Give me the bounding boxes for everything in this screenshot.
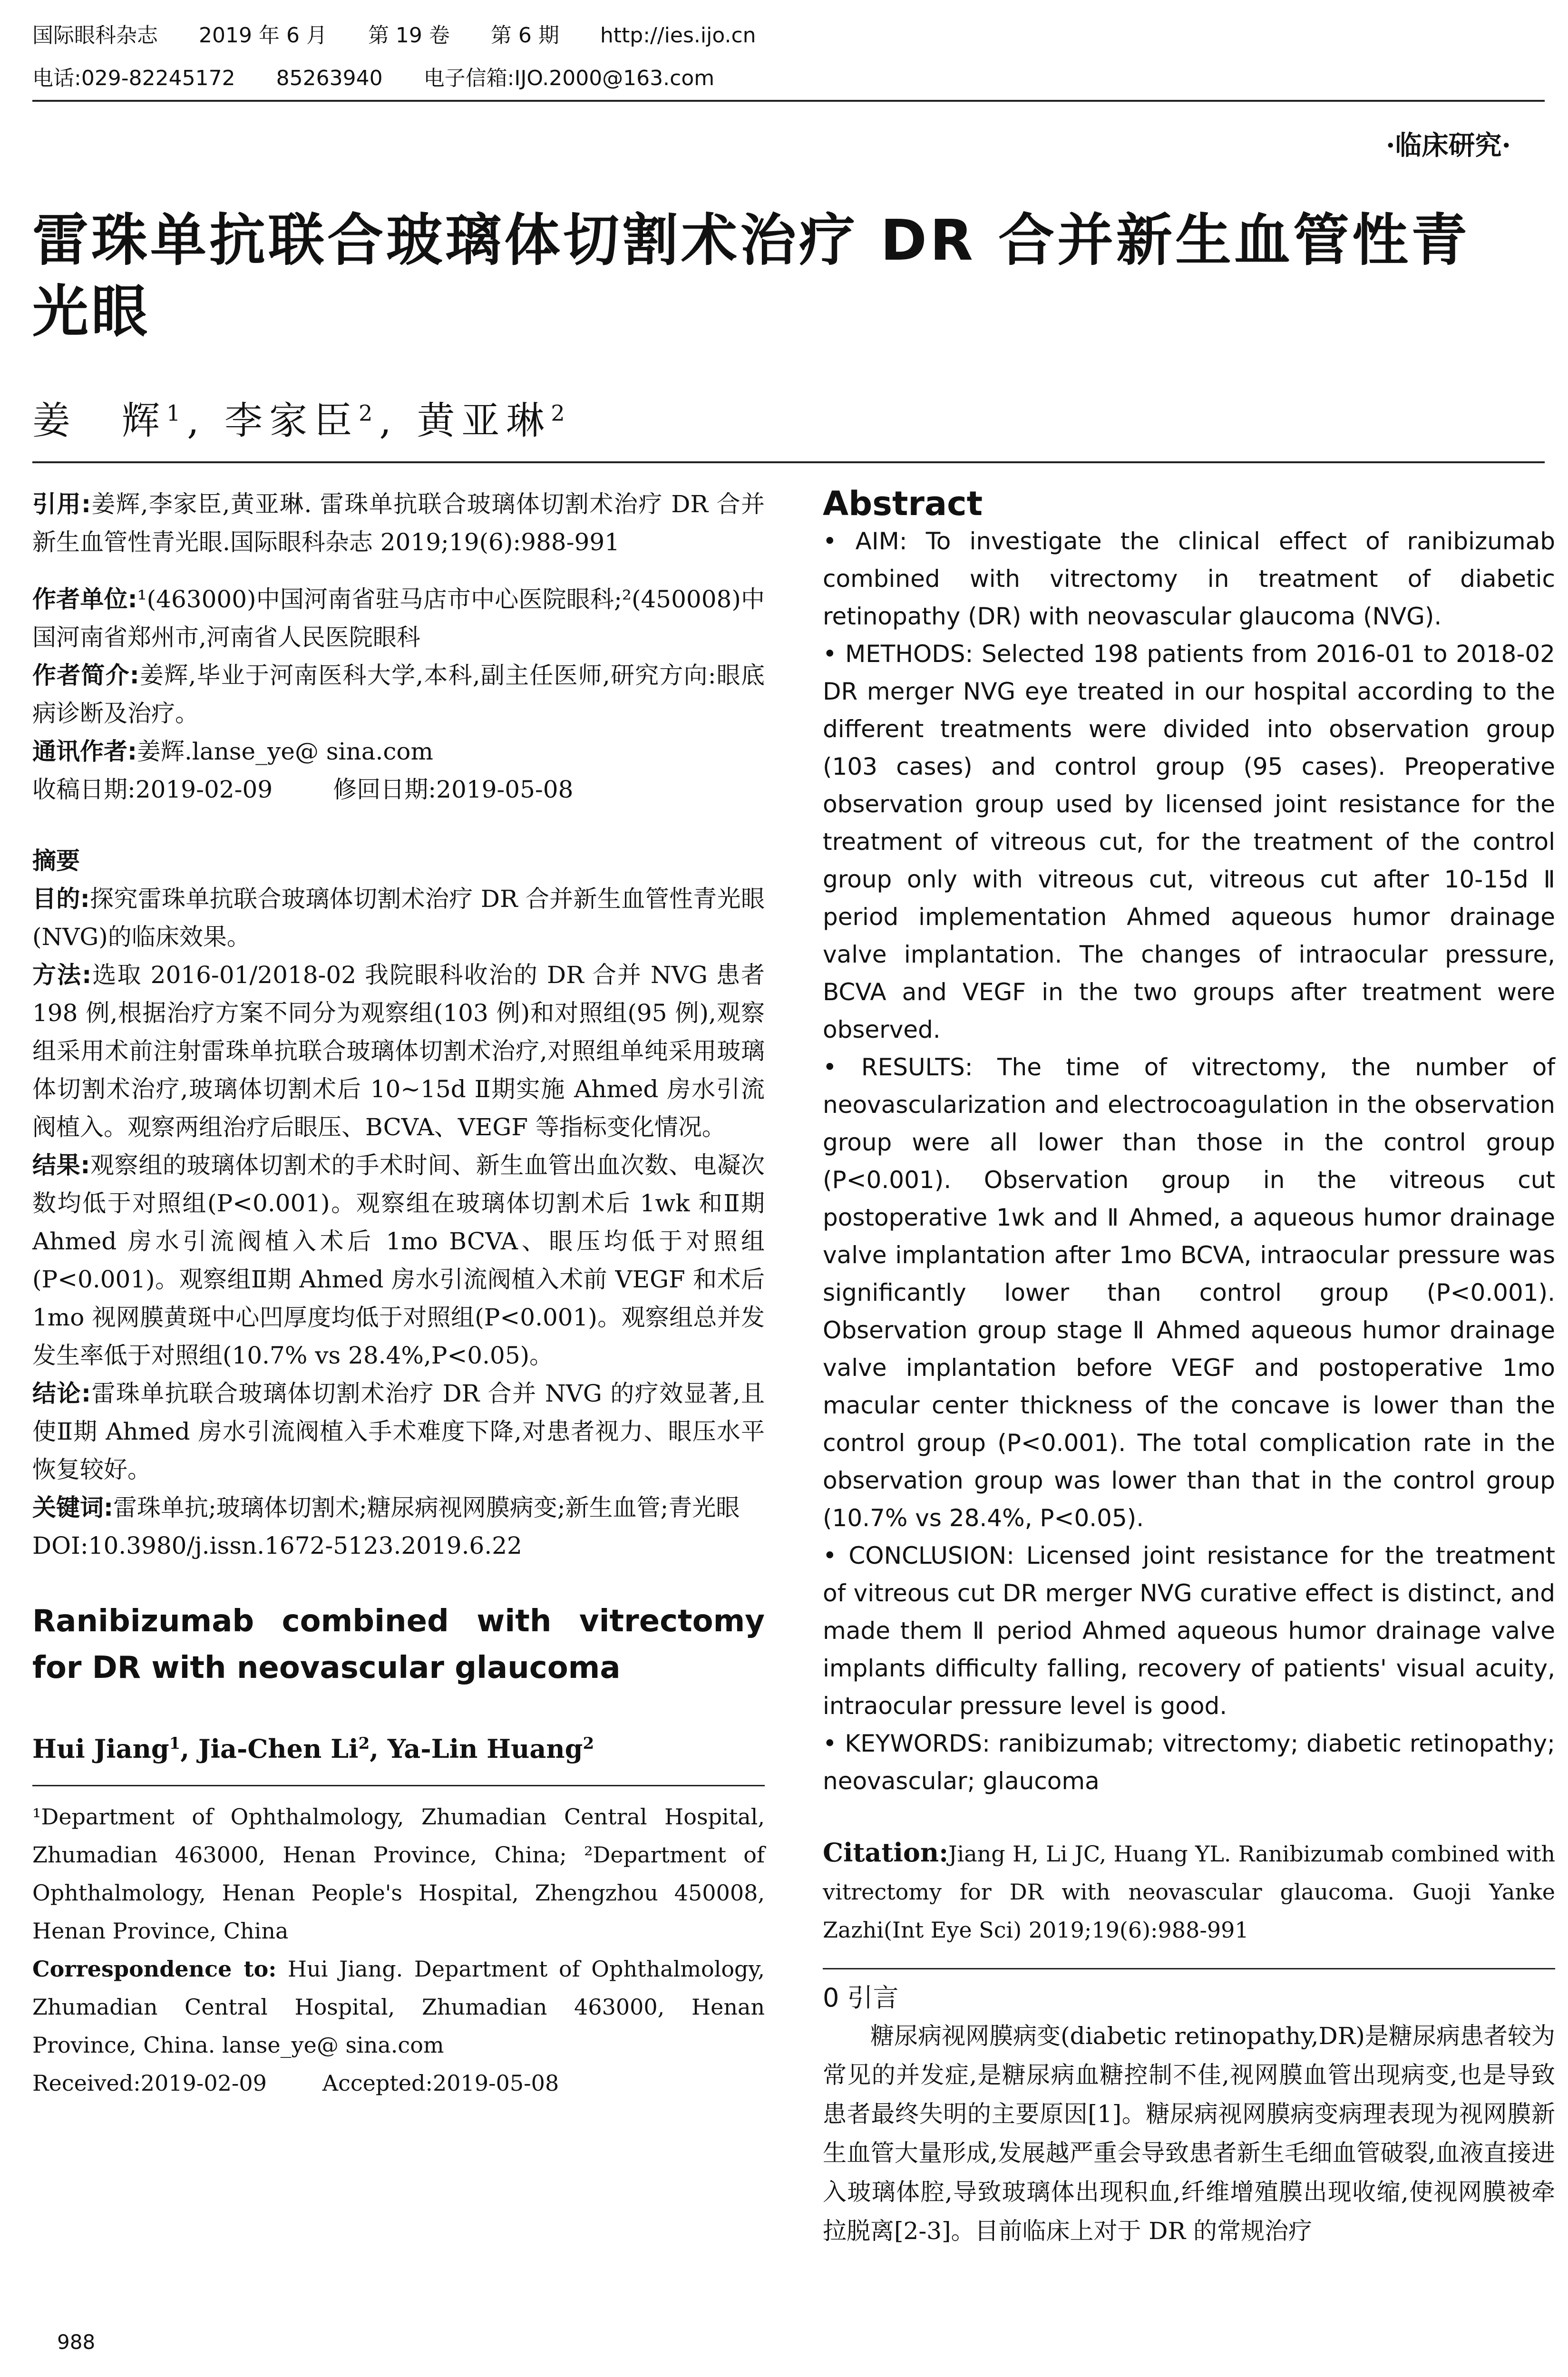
header-rule	[32, 100, 1545, 102]
conclusion-cn: 结论:雷珠单抗联合玻璃体切割术治疗 DR 合并 NVG 的疗效显著,且使Ⅱ期 Ahmed 房水引流阀植入手术难度下降,对患者视力、眼压水平恢复较好。	[32, 1380, 765, 1483]
abstract-cn-heading: 摘要	[32, 847, 80, 875]
author-en-1: Hui Jiang$^1$,	[32, 1734, 198, 1764]
volume: 第 19 卷	[368, 23, 450, 48]
journal-name: 国际眼科杂志	[32, 23, 158, 48]
keywords-cn: 关键词:雷珠单抗;玻璃体切割术;糖尿病视网膜病变;新生血管;青光眼	[32, 1494, 740, 1521]
journal-email[interactable]: 电子信箱:IJO.2000@163.com	[423, 66, 715, 90]
article-title: 雷珠单抗联合玻璃体切割术治疗 DR 合并新生血管性青光眼	[32, 207, 1470, 344]
results-en: • RESULTS: The time of vitrectomy, the number of neovascularization and electrocoagulation in the observation group were all lower than those in the control group (P<0.001). Observation group in the vitreous cut postoperative 1wk and Ⅱ Ahmed, a aqueous humor drainage valve implantation after 1mo BCVA, intraocular pressure was significantly lower than control group (P<0.001). Observation group stage Ⅱ Ahmed aqueous humor drainage valve implantation before VEGF and postoperative 1mo macular center thickness of the concave is lower than the control group (P<0.001). The total complication rate in the observation group was lower than that in the control group (10.7% vs 28.4%, P<0.05).	[823, 1053, 1555, 1532]
author-cn-3: 黄亚琳$^2$	[417, 399, 572, 443]
doi[interactable]: DOI:10.3980/j.issn.1672-5123.2019.6.22	[32, 1532, 522, 1559]
intro-heading: 0 引言	[823, 1983, 899, 2013]
journal-url[interactable]: http://ies.ijo.cn	[600, 23, 756, 48]
corresponding-author-cn: 通讯作者:姜辉.lanse_ye@ sina.com	[32, 738, 433, 765]
affiliation-cn: 作者单位:¹(463000)中国河南省驻马店市中心医院眼科;²(450008)中国河南省郑州市,河南省人民医院眼科	[32, 585, 765, 651]
author-en-2: Jia-Chen Li$^2$,	[198, 1734, 388, 1764]
intro-body	[823, 2017, 1555, 2250]
journal-header-line2	[32, 61, 749, 91]
abstract-en-heading: Abstract	[823, 484, 983, 523]
methods-cn: 方法:选取 2016-01/2018-02 我院眼科收治的 DR 合并 NVG 患者 198 例,根据治疗方案不同分为观察组(103 例)和对照组(95 例),观察组采用术前注射雷珠单抗联合玻璃体切割术治疗,对照组单纯采用玻璃体切割术治疗,玻璃体切割术后 10~15d Ⅱ期实施 Ahmed 房水引流阀植入。观察两组治疗后眼压、BCVA、VEGF 等指标变化情况。	[32, 961, 765, 1141]
author-cn-1: 姜 辉$^1$,	[32, 399, 206, 443]
section-tag: ·临床研究·	[1386, 130, 1511, 161]
citation-cn: 引用:姜辉,李家臣,黄亚琳. 雷珠单抗联合玻璃体切割术治疗 DR 合并新生血管性青光眼.国际眼科杂志 2019;19(6):988-991	[32, 490, 765, 556]
right-column	[823, 485, 1555, 2250]
english-title: Ranibizumab combined with vitrectomy for DR with neovascular glaucoma	[32, 1604, 765, 1685]
journal-header-line1	[32, 18, 790, 49]
conclusion-en: • CONCLUSION: Licensed joint resistance for the treatment of vitreous cut DR merger NVG curative effect is distinct, and made them Ⅱ period Ahmed aqueous humor drainage valve implants difficulty falling, recovery of patients' visual acuity, intraocular pressure level is good.	[823, 1542, 1555, 1720]
issue: 第 6 期	[490, 23, 559, 48]
left-column	[32, 485, 765, 2102]
aim-cn: 目的:探究雷珠单抗联合玻璃体切割术治疗 DR 合并新生血管性青光眼(NVG)的临床效果。	[32, 885, 765, 951]
author-bio: 作者简介:姜辉,毕业于河南医科大学,本科,副主任医师,研究方向:眼底病诊断及治疗。	[32, 662, 765, 727]
authors-rule	[32, 461, 1545, 463]
journal-phone: 电话:029-82245172	[32, 66, 235, 90]
citation-en: Citation:Jiang H, Li JC, Huang YL. Ranibizumab combined with vitrectomy for DR with neovascular glaucoma. Guoji Yanke Zazhi(Int Eye Sci) 2019;19(6):988-991	[823, 1837, 1555, 1943]
english-correspondence: Correspondence to: Hui Jiang. Department of Ophthalmology, Zhumadian Central Hospital, Zhumadian 463000, Henan Province, China. lanse_ye@ sina.com	[32, 1956, 765, 2058]
chinese-authors	[32, 390, 572, 445]
aim-en: • AIM: To investigate the clinical effect of ranibizumab combined with vitrectomy in treatment of diabetic retinopathy (DR) with neovascular glaucoma (NVG).	[823, 527, 1555, 630]
issue-date: 2019 年 6 月	[199, 23, 327, 48]
english-authors	[32, 1724, 765, 1768]
dates-cn: 收稿日期:2019-02-09 修回日期:2019-05-08	[32, 776, 574, 803]
english-affiliation: ¹Department of Ophthalmology, Zhumadian Central Hospital, Zhumadian 463000, Henan Province, China; ²Department of Ophthalmology, Henan People's Hospital, Zhengzhou 450008, Henan Province, China	[32, 1804, 765, 1944]
methods-en: • METHODS: Selected 198 patients from 2016-01 to 2018-02 DR merger NVG eye treated in our hospital according to the different treatments were divided into observation group (103 cases) and control group (95 cases). Preoperative observation group used by licensed joint resistance for the treatment of vitreous cut, for the treatment of the control group only with vitreous cut, vitreous cut after 10-15d Ⅱ period implementation Ahmed aqueous humor drainage valve implantation. The changes of intraocular pressure, BCVA and VEGF in the two groups after treatment were observed.	[823, 640, 1555, 1043]
journal-fax: 85263940	[276, 66, 383, 90]
english-dates: Received:2019-02-09 Accepted:2019-05-08	[32, 2070, 559, 2096]
results-cn: 结果:观察组的玻璃体切割术的手术时间、新生血管出血次数、电凝次数均低于对照组(P<0.001)。观察组在玻璃体切割术后 1wk 和Ⅱ期 Ahmed 房水引流阀植入术后 1mo BCVA、眼压均低于对照组(P<0.001)。观察组Ⅱ期 Ahmed 房水引流阀植入术前 VEGF 和术后 1mo 视网膜黄斑中心凹厚度均低于对照组(P<0.001)。观察组总并发发生率低于对照组(10.7% vs 28.4%,P<0.05)。	[32, 1151, 765, 1369]
intro-paragraph: 糖尿病视网膜病变(diabetic retinopathy,DR)是糖尿病患者较为常见的并发症,是糖尿病血糖控制不佳,视网膜血管出现病变,也是导致患者最终失明的主要原因[1]。糖尿病视网膜病变病理表现为视网膜新生血管大量形成,发展越严重会导致患者新生毛细血管破裂,血液直接进入玻璃体腔,导致玻璃体出现积血,纤维增殖膜出现收缩,使视网膜被牵拉脱离[2-3]。目前临床上对于 DR 的常规治疗	[823, 2022, 1555, 2245]
keywords-en: • KEYWORDS: ranibizumab; vitrectomy; diabetic retinopathy; neovascular; glaucoma	[823, 1730, 1555, 1795]
author-en-3: Ya-Lin Huang$^2$	[387, 1734, 594, 1764]
page-number: 988	[57, 2330, 96, 2354]
author-cn-2: 李家臣$^2$,	[224, 399, 398, 443]
